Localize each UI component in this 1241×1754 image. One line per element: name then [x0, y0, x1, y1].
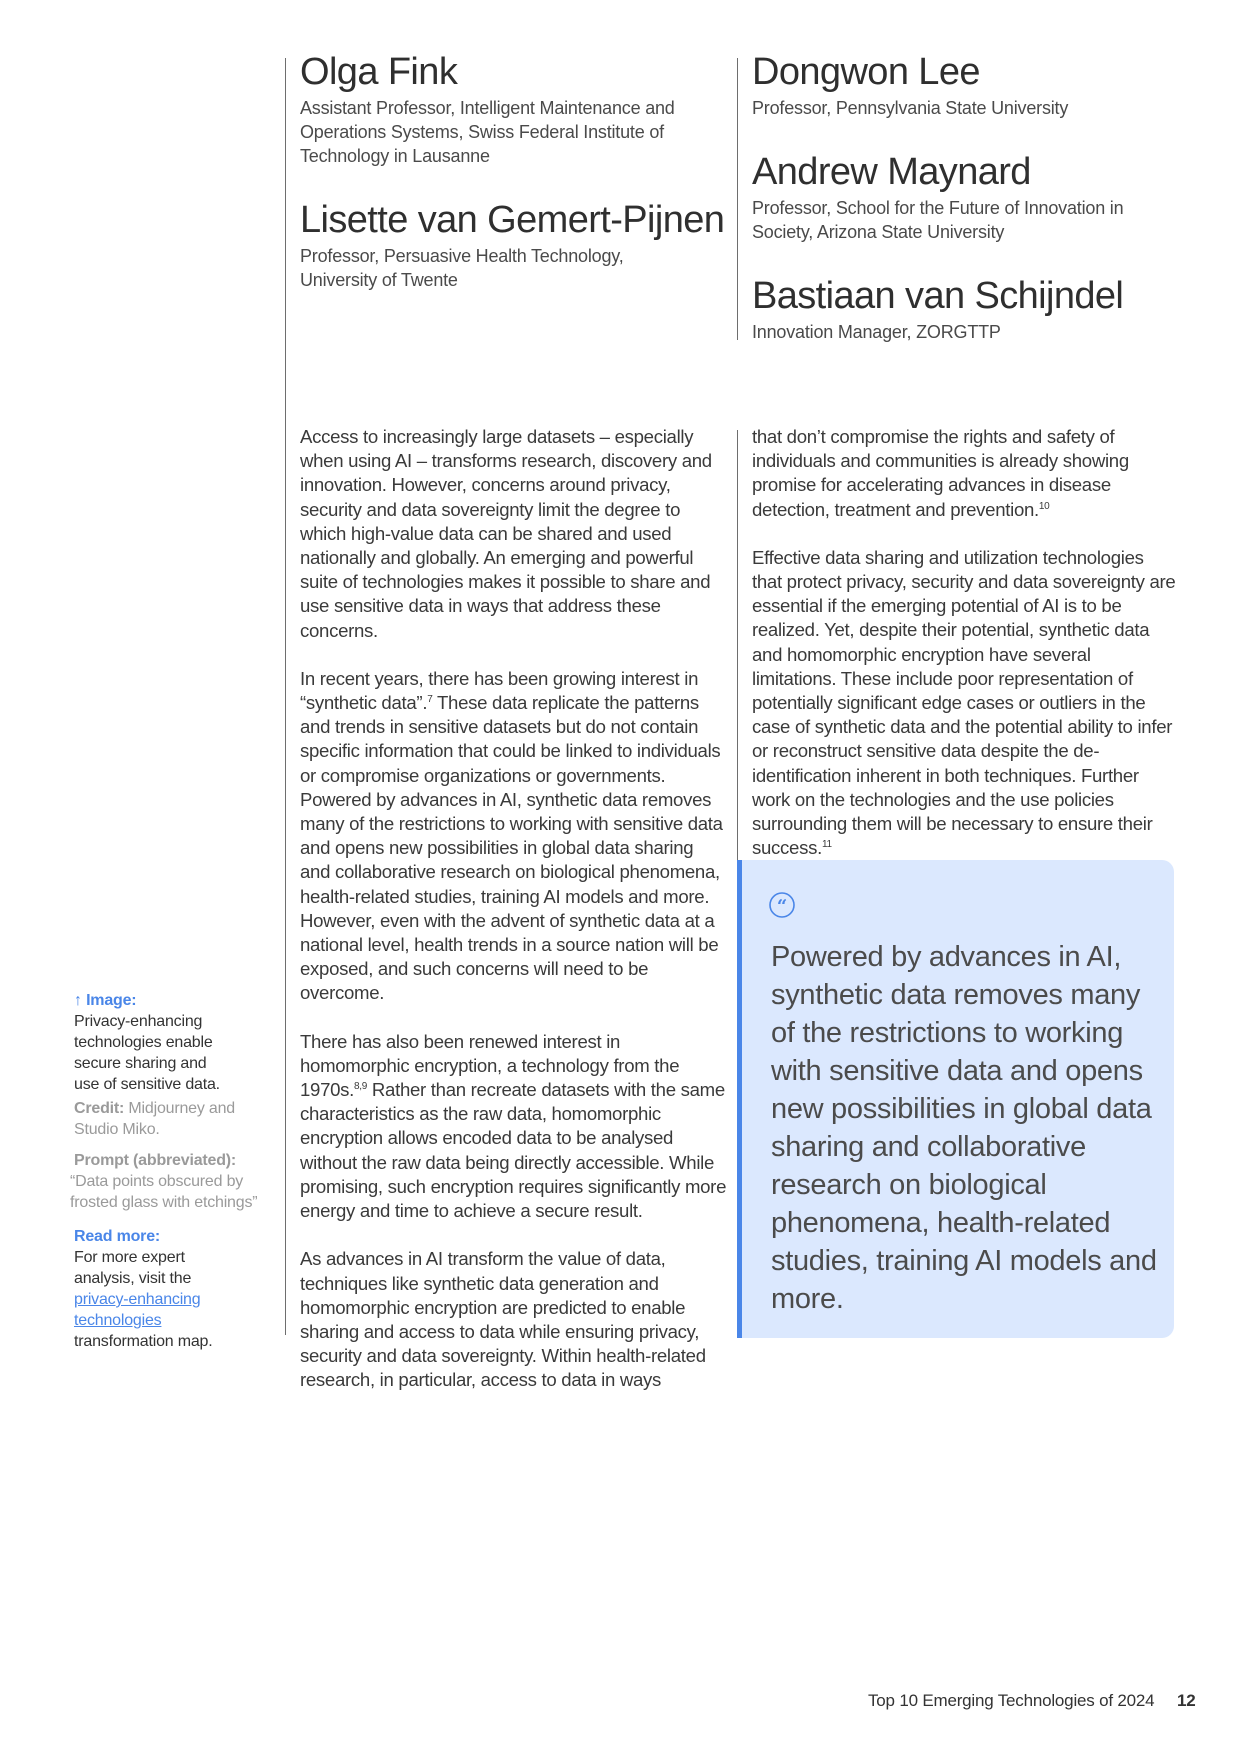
paragraph-text: Rather than recreate datasets with the same characteristics as the raw data, homomorphic encryption allows encoded data to be analysed without the raw data being directly accessible. While promising, such encryption requires significantly more energy and time to achieve a secure result. — [300, 1079, 727, 1222]
prompt-label: Prompt (abbreviated): — [74, 1152, 237, 1169]
footer-title: Top 10 Emerging Technologies of 2024 — [868, 1691, 1155, 1710]
paragraph — [300, 425, 727, 643]
contributor-role: Assistant Professor, Intelligent Maintenance and Operations Systems, Swiss Federal Institute of Technology in Lausanne — [300, 98, 675, 166]
svg-text:“: “ — [776, 896, 788, 917]
page-number: 12 — [1176, 1691, 1196, 1710]
article-body-left — [300, 425, 727, 1417]
credit-text: Midjourney and Studio Miko. — [74, 1100, 236, 1138]
read-more-post: transformation map. — [74, 1333, 213, 1350]
footnote-ref[interactable]: 10 — [1038, 500, 1050, 512]
contributor — [752, 150, 1182, 244]
contributor-name: Olga Fink — [300, 51, 458, 93]
paragraph-text: In recent years, there has been growing interest in “synthetic data”. — [300, 667, 699, 714]
contributors-left — [300, 50, 730, 322]
footnote-ref[interactable]: 11 — [821, 839, 832, 851]
contributor-role: Innovation Manager, ZORGTTP — [752, 322, 1001, 342]
paragraph-text: Access to increasingly large datasets – especially when using AI – transforms research, discovery and innovation. However, concerns around privacy, security and data sovereignty limit the degree to which high-value data can be shared and used nationally and globally. An emerging and powerful suite of technologies makes it possible to share and use sensitive data in ways that address these concerns. — [300, 426, 712, 641]
page-footer — [868, 1691, 1195, 1711]
column-divider-left — [285, 58, 286, 1335]
contributor — [300, 198, 730, 292]
arrow-up-icon: ↑ — [74, 992, 82, 1009]
contributor-name: Bastiaan van Schijndel — [752, 275, 1124, 317]
image-caption: Privacy-enhancing technologies enable secure sharing and use of sensitive data. — [74, 1013, 220, 1093]
read-more-pre: For more expert analysis, visit the — [74, 1249, 192, 1287]
read-more-text — [74, 1247, 224, 1352]
read-more-label: Read more: — [74, 1228, 161, 1245]
paragraph — [752, 425, 1177, 522]
footnote-ref[interactable]: 8,9 — [354, 1080, 368, 1092]
pull-quote — [737, 860, 1174, 1338]
paragraph-text: There has also been renewed interest in homomorphic encryption, a technology from the 1970s. — [300, 1030, 680, 1101]
read-more-block — [74, 1226, 254, 1352]
paragraph-text: As advances in AI transform the value of data, techniques like synthetic data generation and homomorphic encryption are predicted to enable sharing and access to data while ensuring privacy, security and data sovereignty. Within health-related research, in particular, access to data in ways — [300, 1248, 706, 1391]
article-body-right — [752, 425, 1177, 884]
contributor — [300, 50, 730, 168]
image-caption-sidebar — [74, 990, 274, 1095]
contributor — [752, 274, 1182, 344]
credit-label: Credit: — [74, 1100, 125, 1117]
contributors-right — [752, 50, 1182, 374]
contributor — [752, 50, 1182, 120]
paragraph — [752, 546, 1177, 861]
column-divider-right — [737, 58, 738, 340]
contributor-role: Professor, Persuasive Health Technology, University of Twente — [300, 246, 624, 290]
credit-block — [74, 1098, 254, 1140]
contributor-role: Professor, School for the Future of Innovation in Society, Arizona State University — [752, 198, 1124, 242]
footnote-ref[interactable]: 7 — [427, 693, 433, 705]
contributor-role: Professor, Pennsylvania State University — [752, 98, 1069, 118]
paragraph-text: Effective data sharing and utilization technologies that protect privacy, security and data sovereignty are essential if the emerging potential of AI is to be realized. Yet, despite their potential, synthetic data and homomorphic encryption have several limitations. These include poor representation of potentially significant edge cases or outliers in the case of synthetic data and the potential ability to infer or reconstruct sensitive data despite the de-identification inherent in both techniques. Further work on the technologies and the use policies surrounding them will be necessary to ensure their success. — [752, 546, 1176, 859]
contributor-name: Dongwon Lee — [752, 51, 980, 93]
pull-quote-text: Powered by advances in AI, synthetic data removes many of the restrictions to working with sensitive data and opens new possibilities in global data sharing and collaborative research on biological phenomena, health-related studies, training AI models and more. — [771, 941, 1157, 1315]
column-divider-right-body — [737, 430, 738, 862]
prompt-text: “Data points obscured by frosted glass with etchings” — [70, 1173, 258, 1211]
contributor-name: Lisette van Gemert-Pijnen — [300, 199, 725, 241]
paragraph — [300, 667, 727, 1006]
quote-icon — [769, 892, 795, 918]
image-label-row — [74, 990, 274, 1011]
prompt-block — [70, 1150, 274, 1213]
paragraph — [300, 1247, 727, 1392]
contributor-name: Andrew Maynard — [752, 151, 1031, 193]
image-label: Image: — [86, 992, 137, 1009]
transformation-map-link[interactable]: privacy-enhancing technologies — [74, 1291, 201, 1329]
paragraph-text: that don’t compromise the rights and safety of individuals and communities is already showing promise for accelerating advances in disease detection, treatment and prevention. — [752, 426, 1129, 520]
paragraph-text: These data replicate the patterns and trends in sensitive datasets but do not contain specific information that could be linked to individuals or compromise organizations or governments. Powered by advances in AI, synthetic data removes many of the restrictions to working with sensitive data and opens new possibilities in global data sharing and collaborative research on biological phenomena, health-related studies, training AI models and more. However, even with the advent of synthetic data at a national level, health trends in a source nation will be exposed, and such concerns will need to be overcome. — [300, 692, 723, 1004]
paragraph — [300, 1030, 727, 1224]
